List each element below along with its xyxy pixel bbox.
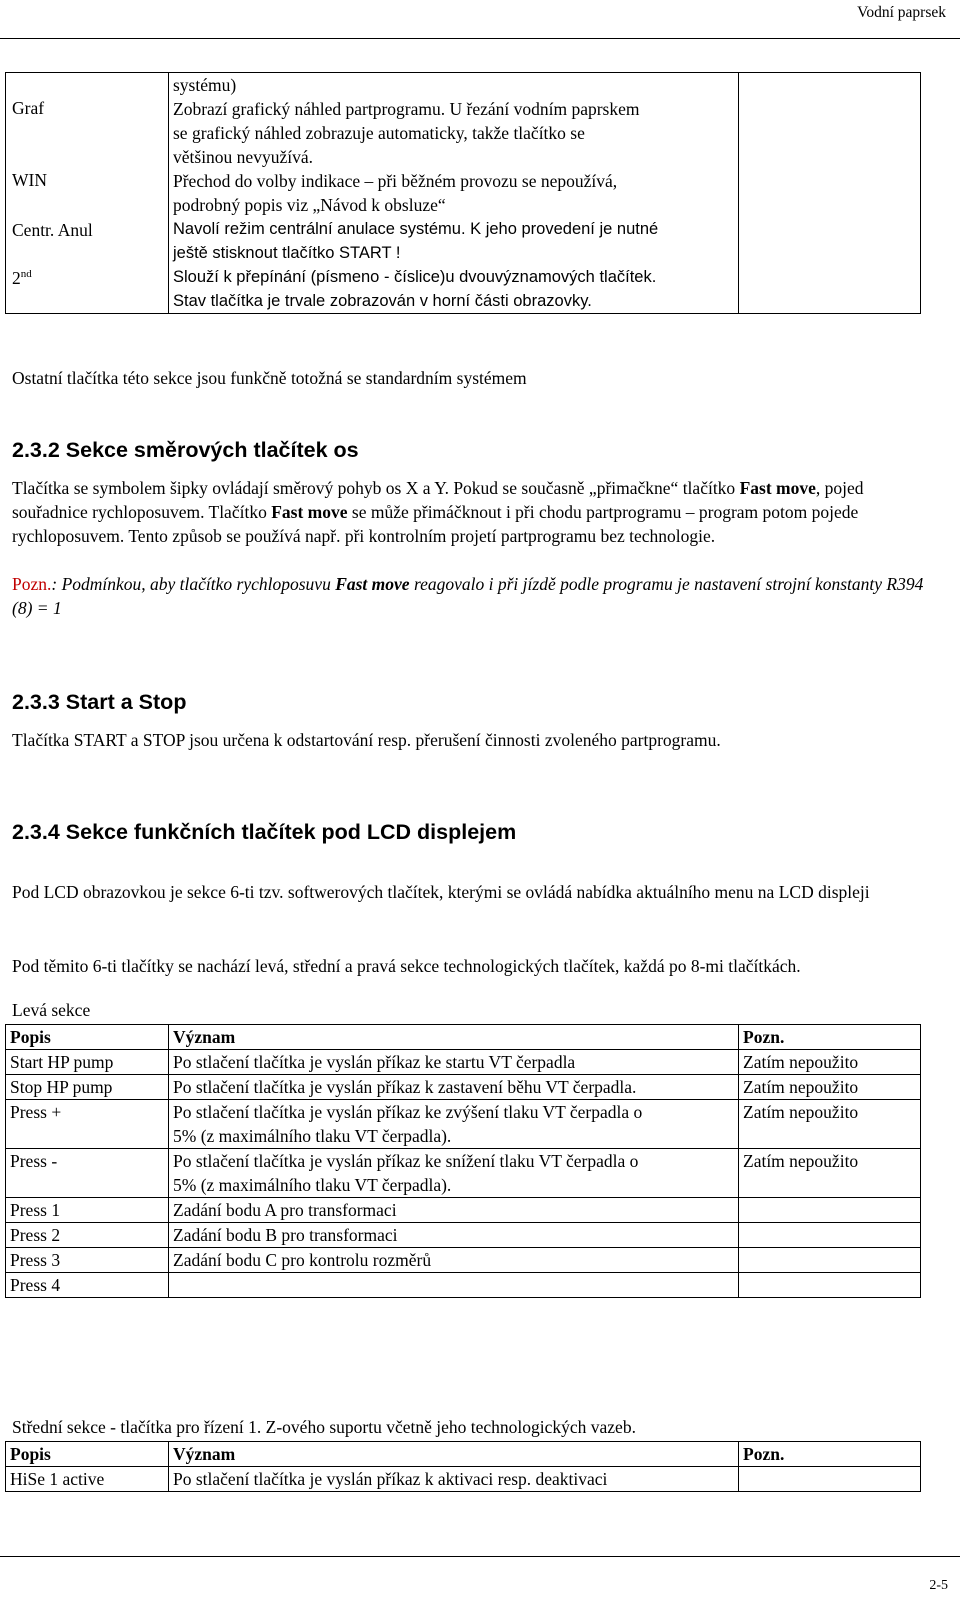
- table-row: [6, 1223, 921, 1248]
- table-row: [6, 1248, 921, 1273]
- text-run: se může přimáčknout i při chodu partprogramu – program potom pojede rychloposuvem. Tento způsob se používá např. při kontrolním projetí partprogramu bez technologie.: [12, 502, 859, 546]
- heading-2-3-2: 2.3.2 Sekce směrových tlačítek os: [12, 438, 359, 462]
- desc-line: Stav tlačítka je trvale zobrazován v horní části obrazovky.: [173, 292, 592, 310]
- desc-line: ještě stisknout tlačítko START !: [173, 244, 401, 262]
- cell-pozn: Zatím nepoužito: [739, 1050, 921, 1075]
- table-row: [6, 1198, 921, 1223]
- cell-popis: Press +: [6, 1100, 169, 1149]
- cell-popis: Start HP pump: [6, 1050, 169, 1075]
- cell-line: Po stlačení tlačítka je vyslán příkaz ke zvýšení tlaku VT čerpadla o: [173, 1102, 643, 1122]
- col-header-popis: Popis: [6, 1025, 169, 1050]
- cell-popis: Press 3: [6, 1248, 169, 1273]
- desc-line: systému): [173, 75, 237, 95]
- table-row: [6, 1467, 921, 1492]
- para-lcd-softkeys: Pod LCD obrazovkou je sekce 6-ti tzv. softwerových tlačítek, kterými se ovládá nabídka aktuálního menu na LCD displeji: [12, 882, 870, 902]
- table-row: [6, 1075, 921, 1100]
- desc-line: Přechod do volby indikace – při běžném provozu se nepoužívá,: [173, 171, 618, 191]
- desc-line: se grafický náhled zobrazuje automaticky, takže tlačítko se: [173, 123, 585, 143]
- cell-line: Po stlačení tlačítka je vyslán příkaz ke snížení tlaku VT čerpadla o: [173, 1151, 639, 1171]
- cell-pozn: [739, 1467, 921, 1492]
- heading-2-3-3: 2.3.3 Start a Stop: [12, 690, 187, 714]
- table-row: [6, 1273, 921, 1298]
- table-row: [6, 1149, 921, 1198]
- text-run: Tlačítka se symbolem šipky ovládají směrový pohyb os X a Y. Pokud se současně „přimačkne“ tlačítko: [12, 478, 740, 498]
- cell-vyznam: Zadání bodu B pro transformaci: [169, 1223, 739, 1248]
- key-2nd-sup: nd: [20, 268, 32, 281]
- col-header-vyznam: Význam: [169, 1025, 739, 1050]
- fast-move-bold: Fast move: [271, 502, 348, 522]
- table-header-row: [6, 1442, 921, 1467]
- cell-popis: Stop HP pump: [6, 1075, 169, 1100]
- top-key-table: [5, 72, 921, 314]
- cell-popis: Press 4: [6, 1273, 169, 1298]
- empty-cell: [739, 73, 921, 314]
- para-directional: [12, 476, 942, 548]
- cell-popis: Press -: [6, 1149, 169, 1198]
- desc-line: většinou nevyužívá.: [173, 147, 313, 167]
- col-header-pozn: Pozn.: [739, 1025, 921, 1050]
- left-section-caption: Levá sekce: [12, 1000, 91, 1020]
- text-run: reagovalo i při jízdě podle programu je nastavení strojní konstanty R394 (8) = 1: [12, 574, 924, 618]
- middle-section-table: [5, 1441, 921, 1492]
- fast-move-bold: Fast move: [335, 574, 410, 594]
- key-2nd: [12, 268, 32, 289]
- cell-pozn: Zatím nepoužito: [739, 1100, 921, 1149]
- para-other-buttons: Ostatní tlačítka této sekce jsou funkčně totožná se standardním systémem: [12, 368, 527, 388]
- cell-vyznam: Po stlačení tlačítka je vyslán příkaz ke startu VT čerpadla: [169, 1050, 739, 1075]
- key-win: WIN: [12, 170, 47, 190]
- key-2nd-main: 2: [12, 268, 21, 288]
- table-row: [6, 73, 921, 314]
- text-run: : Podmínkou, aby tlačítko rychloposuvu: [51, 574, 336, 594]
- desc-line: Zobrazí grafický náhled partprogramu. U řezání vodním paprskem: [173, 99, 640, 119]
- desc-line: Slouží k přepínání (písmeno - číslice)u dvouvýznamových tlačítek.: [173, 268, 657, 286]
- desc-line: Navolí režim centrální anulace systému. K jeho provedení je nutné: [173, 220, 659, 238]
- text-run: , pojed souřadnice rychloposuvem. Tlačítko: [12, 478, 864, 522]
- cell-pozn: Zatím nepoužito: [739, 1075, 921, 1100]
- cell-line: 5% (z maximálního tlaku VT čerpadla).: [173, 1175, 452, 1195]
- col-header-vyznam: Význam: [169, 1442, 739, 1467]
- header-divider: [0, 38, 960, 39]
- cell-pozn: [739, 1223, 921, 1248]
- fast-move-bold: Fast move: [739, 478, 816, 498]
- para-start-stop: Tlačítka START a STOP jsou určena k odstartování resp. přerušení činnosti zvoleného partprogramu.: [12, 730, 721, 750]
- cell-vyznam: Po stlačení tlačítka je vyslán příkaz k aktivaci resp. deaktivaci: [169, 1467, 739, 1492]
- footer-divider: [0, 1556, 960, 1557]
- heading-2-3-4: 2.3.4 Sekce funkčních tlačítek pod LCD displejem: [12, 820, 517, 844]
- cell-popis: HiSe 1 active: [6, 1467, 169, 1492]
- cell-popis: Press 2: [6, 1223, 169, 1248]
- page-header-title: Vodní paprsek: [857, 4, 946, 21]
- desc-line: podrobný popis viz „Návod k obsluze“: [173, 195, 446, 215]
- note-fast-move: [12, 572, 942, 620]
- table-header-row: [6, 1025, 921, 1050]
- page-number: 2-5: [929, 1578, 948, 1593]
- cell-vyznam: Zadání bodu C pro kontrolu rozměrů: [169, 1248, 739, 1273]
- col-header-popis: Popis: [6, 1442, 169, 1467]
- description-cell: [169, 73, 739, 314]
- cell-vyznam: Po stlačení tlačítka je vyslán příkaz k zastavení běhu VT čerpadla.: [169, 1075, 739, 1100]
- cell-vyznam: [169, 1273, 739, 1298]
- cell-vyznam: [169, 1149, 739, 1198]
- cell-vyznam: [169, 1100, 739, 1149]
- cell-vyznam: Zadání bodu A pro transformaci: [169, 1198, 739, 1223]
- key-graf: Graf: [12, 98, 45, 118]
- para-tech-sections: Pod těmito 6-ti tlačítky se nachází levá, střední a pravá sekce technologických tlačítek, každá po 8-mi tlačítkách.: [12, 956, 801, 976]
- cell-pozn: [739, 1273, 921, 1298]
- cell-popis: Press 1: [6, 1198, 169, 1223]
- cell-pozn: [739, 1198, 921, 1223]
- table-row: [6, 1050, 921, 1075]
- cell-line: 5% (z maximálního tlaku VT čerpadla).: [173, 1126, 452, 1146]
- col-header-pozn: Pozn.: [739, 1442, 921, 1467]
- cell-pozn: Zatím nepoužito: [739, 1149, 921, 1198]
- note-label: Pozn.: [12, 574, 52, 594]
- key-centr-anul: Centr. Anul: [12, 220, 93, 240]
- table-row: [6, 1100, 921, 1149]
- left-section-table: [5, 1024, 921, 1298]
- cell-pozn: [739, 1248, 921, 1273]
- middle-section-caption: Střední sekce - tlačítka pro řízení 1. Z-ového suportu včetně jeho technologických vazeb.: [12, 1417, 636, 1437]
